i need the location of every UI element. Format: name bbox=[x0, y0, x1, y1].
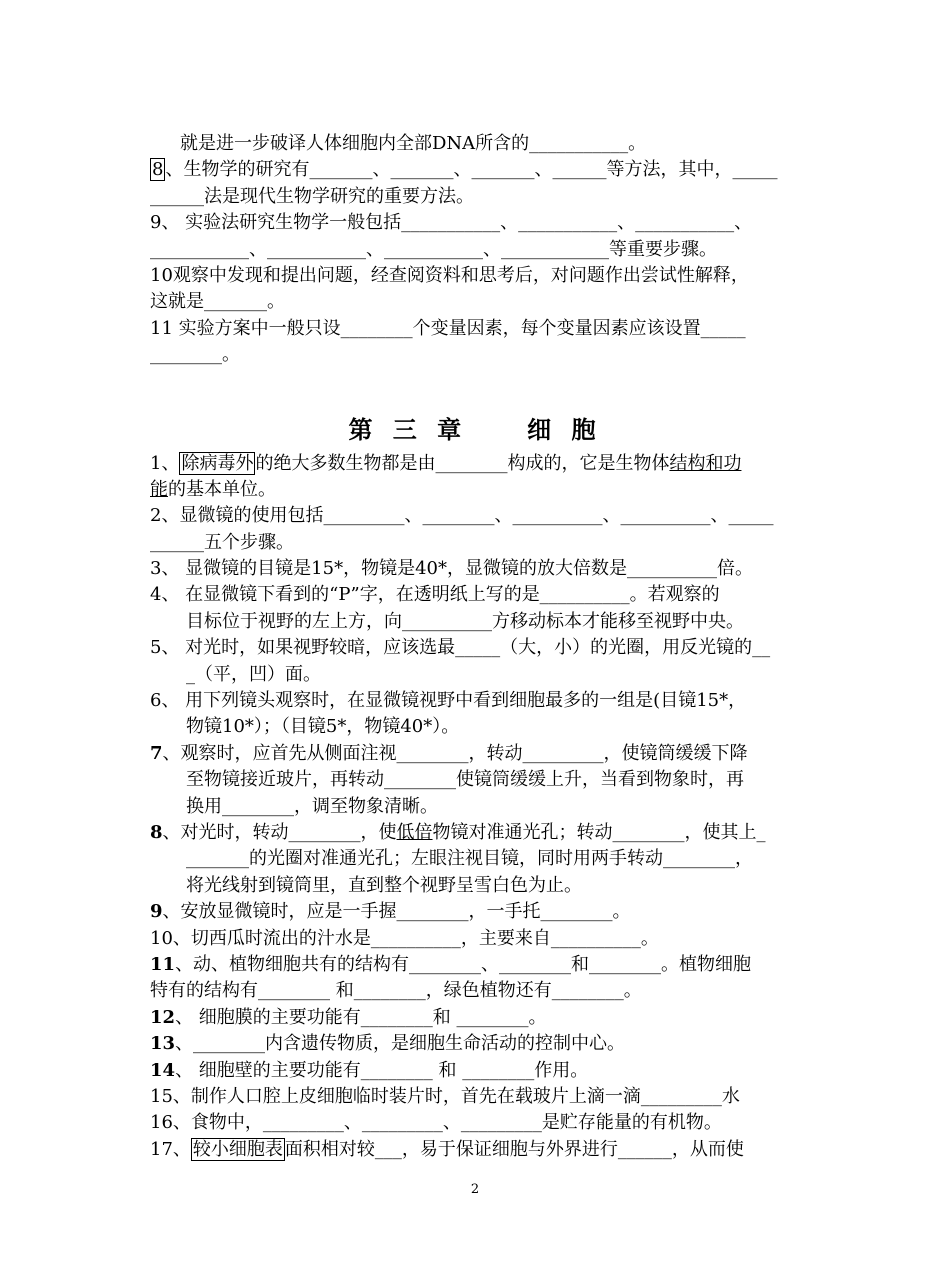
page-number: 2 bbox=[470, 1182, 480, 1197]
question-6-cont: 物镜10*）；（目镜5*，物镜40*）。 bbox=[186, 716, 460, 738]
question-3: 3、 显微镜的目镜是15*，物镜是40*，显微镜的放大倍数是__________倍。 bbox=[150, 558, 753, 580]
question-8: 8、对光时，转动________，使低倍物镜对准通光孔；转动________，使其上_ bbox=[150, 821, 766, 843]
underlined-text: 能 bbox=[150, 478, 168, 500]
question-5-cont: _（平，凹）面。 bbox=[186, 663, 321, 685]
question-7-cont: 换用________，调至物象清晰。 bbox=[186, 795, 438, 817]
text-line: 这就是_______。 bbox=[150, 291, 285, 313]
text-line: ________。 bbox=[150, 344, 240, 366]
question-4-cont: 目标位于视野的左上方，向__________方移动标本才能移至视野中央。 bbox=[186, 610, 744, 632]
question-2-cont: ______五个步骤。 bbox=[150, 531, 294, 553]
text-line: ___________、___________、___________、____________等重要步骤。 bbox=[150, 238, 717, 260]
question-number: 8 bbox=[152, 159, 164, 181]
question-13: 13、________内含遗传物质，是细胞生命活动的控制中心。 bbox=[150, 1033, 626, 1055]
underlined-text: 结构和功 bbox=[669, 452, 742, 474]
chapter-title: 第 三 章 细 胞 bbox=[348, 414, 602, 444]
question-4: 4、 在显微镜下看到的“P”字，在透明纸上写的是__________。若观察的 bbox=[150, 584, 720, 606]
text-line: 就是进一步破译人体细胞内全部DNA所含的___________。 bbox=[180, 133, 647, 154]
question-2: 2、显微镜的使用包括_________、________、__________、__________、_____ bbox=[150, 505, 774, 527]
question-11-cont: 特有的结构有________ 和________，绿色植物还有________。 bbox=[150, 980, 642, 1002]
question-8-cont: _______的光圈对准通光孔；左眼注视目镜，同时用两手转动________， bbox=[186, 848, 753, 870]
boxed-text: 较小细胞表 bbox=[192, 1138, 283, 1160]
question-6: 6、 用下列镜头观察时，在显微镜视野中看到细胞最多的一组是(目镜15*， bbox=[150, 690, 747, 712]
question-15: 15、制作人口腔上皮细胞临时装片时，首先在载玻片上滴一滴_________水 bbox=[150, 1085, 740, 1107]
question-1-cont: 能的基本单位。 bbox=[150, 478, 276, 500]
question-7-cont: 至物镜接近玻片，再转动________使镜筒缓缓上升，当看到物象时，再 bbox=[186, 769, 744, 791]
text-line: 11 实验方案中一般只设________个变量因素，每个变量因素应该设置_____ bbox=[150, 317, 746, 339]
question-10: 10、切西瓜时流出的汁水是__________，主要来自__________。 bbox=[150, 927, 659, 949]
page-content bbox=[150, 131, 800, 1163]
question-5: 5、 对光时，如果视野较暗，应该选最_____（大，小）的光圈，用反光镜的__ bbox=[150, 637, 771, 659]
question-8-cont: 将光线射到镜筒里，直到整个视野呈雪白色为止。 bbox=[186, 874, 582, 896]
question-17: 17、 较小细胞表 面积相对较___，易于保证细胞与外界进行______，从而使 bbox=[150, 1138, 744, 1160]
question-1: 1、 除病毒外 的绝大多数生物都是由________构成的，它是生物体结构和功 bbox=[150, 452, 742, 474]
text-line: 8 、生物学的研究有_______、_______、_______、______等方法，其中，_____ bbox=[152, 159, 778, 181]
boxed-text: 除病毒外 bbox=[181, 452, 254, 474]
text-line: 9、 实验法研究生物学一般包括___________、___________、___________、 bbox=[150, 212, 753, 234]
question-11: 11、动、植物细胞共有的结构有________、________和________。植物细胞 bbox=[150, 953, 752, 975]
question-16: 16、食物中，_________、_________、_________是贮存能量的有机物。 bbox=[150, 1112, 722, 1134]
text-line: 10观察中发现和提出问题，经查阅资料和思考后，对问题作出尝试性解释， bbox=[150, 264, 749, 286]
question-14: 14、 细胞壁的主要功能有________ 和 ________作用。 bbox=[150, 1059, 589, 1081]
question-7: 7、观察时，应首先从侧面注视________，转动_________，使镜筒缓缓下降 bbox=[150, 742, 748, 764]
question-12: 12、 细胞膜的主要功能有________和 ________。 bbox=[150, 1006, 547, 1028]
text-line: ______法是现代生物学研究的重要方法。 bbox=[150, 185, 474, 207]
question-9: 9、安放显微镜时，应是一手握________，一手托________。 bbox=[150, 901, 631, 923]
underlined-text: 低倍 bbox=[396, 821, 433, 843]
